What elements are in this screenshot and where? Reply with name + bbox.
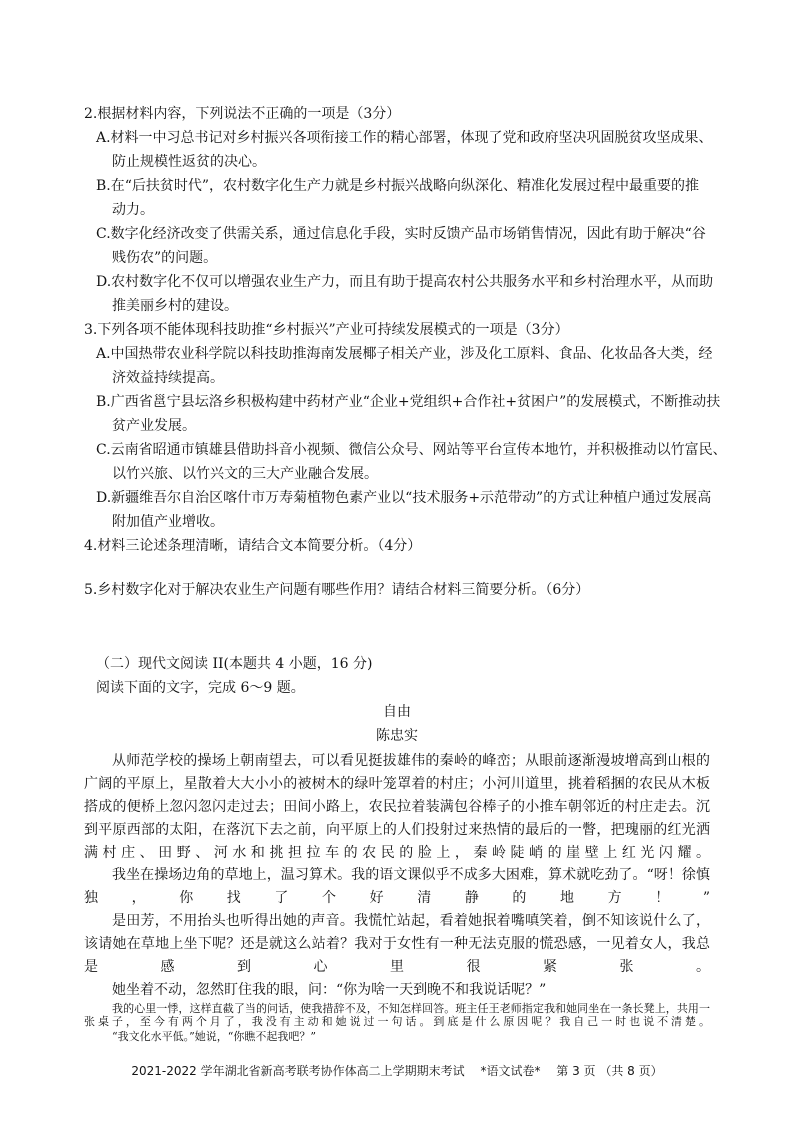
section-instruction: 阅读下面的文字，完成 6～9 题。: [96, 680, 305, 696]
question-3-stem: 3.下列各项不能体现科技助推“乡村振兴”产业可持续发展模式的一项是（3分）: [84, 322, 569, 338]
question-2-option-a: A.材料一中习总书记对乡村振兴各项衔接工作的精心部署，体现了党和政府坚决巩固脱贫攻坚成果、: [96, 130, 713, 146]
question-2-stem: 2.根据材料内容，下列说法不正确的一项是（3分）: [84, 106, 401, 122]
question-2-option-d-cont: 推美丽乡村的建设。: [112, 298, 238, 314]
question-2-option-b-cont: 动力。: [112, 202, 154, 218]
question-3-option-c-cont: 以竹兴旅、以竹兴文的三大产业融合发展。: [112, 466, 378, 482]
story-paragraph-6: “我文化水平低。”她说，“你瞧不起我吧？”: [112, 1030, 316, 1043]
footer-page-number: 第 3 页 （共 8 页）: [556, 1064, 663, 1078]
footer-exam-name: 2021-2022 学年湖北省新高考联考协作体高二上学期期末考试: [131, 1064, 465, 1078]
story-title: 自由: [383, 704, 411, 720]
story-author: 陈忠实: [376, 728, 418, 744]
question-2-option-a-cont: 防止规模性返贫的决心。: [112, 154, 266, 170]
question-2-option-b: B.在“后扶贫时代”，农村数字化生产力就是乡村振兴战略向纵深化、精准化发展过程中最重要的推: [96, 178, 700, 194]
question-3-option-a-cont: 济效益持续提高。: [112, 370, 224, 386]
question-2-option-c-cont: 贱伤农”的问题。: [112, 250, 218, 266]
story-paragraph-2: 我坐在操场边角的草地上，温习算术。我的语文课似乎不成多大困难，算术就吃劲了。“呀！徐慎独，你找了个好清静的地方！”: [84, 867, 710, 906]
question-4: 4.材料三论述条理清晰，请结合文本简要分析。（4分）: [84, 538, 422, 554]
question-3-option-b: B.广西省邕宁县坛洛乡积极构建中药材产业“企业+党组织+合作社+贫困户”的发展模式，不断推动扶: [96, 394, 721, 410]
question-3-option-a: A.中国热带农业科学院以科技助推海南发展椰子相关产业，涉及化工原料、食品、化妆品各大类，经: [96, 346, 713, 362]
question-2-option-c: C.数字化经济改变了供需关系，通过信息化手段，实时反馈产品市场销售情况，因此有助于解决“谷: [96, 226, 706, 242]
story-paragraph-3: 是田芳，不用抬头也听得出她的声音。我慌忙站起，看着她抿着嘴嗔笑着，倒不知该说什么了，该请她在草地上坐下呢？还是就这么站着？我对于女性有一种无法克服的慌恐感，一见着女人，我总是感到心里很紧张。: [84, 913, 710, 975]
story-paragraph-1: 从师范学校的操场上朝南望去，可以看见挺拔雄伟的秦岭的峰峦；从眼前逐渐漫坡增高到山根的广阔的平原上，星散着大大小小的被树木的绿叶笼罩着的村庄；小河川道里，挑着稻捆的农民从木板搭成的便桥上忽闪忽闪走过去；田间小路上，农民拉着装满包谷棒子的小推车朝邻近的村庄走去。沉到平原西部的太阳，在落沉下去之前，向平原上的人们投射过来热情的最后的一瞥，把瑰丽的红光洒满村庄、田野、河水和挑担拉车的农民的脸上，秦岭陡峭的崖壁上红光闪耀。: [84, 753, 710, 861]
story-paragraph-4: 她坐着不动，忽然盯住我的眼，问：“你为啥一天到晚不和我说话呢？”: [112, 982, 547, 998]
question-3-option-b-cont: 贫产业发展。: [112, 418, 196, 434]
question-3-option-c: C.云南省昭通市镇雄县借助抖音小视频、微信公众号、网站等平台宣传本地竹，并积极推动以竹富民、: [96, 442, 727, 458]
question-3-option-d-cont: 附加值产业增收。: [112, 514, 224, 530]
footer-subject: *语文试卷*: [480, 1064, 541, 1078]
page-footer: [0, 1062, 794, 1079]
story-paragraph-5: 我的心里一悸，这样直截了当的问话，使我措辞不及，不知怎样回答。班主任王老师指定我和她同坐在一条长凳上，共用一张桌子，至今有两个月了，我没有主动和她说过一句话。到底是什么原因呢？我自己一时也说不清楚。: [84, 1002, 710, 1028]
section-heading: （二）现代文阅读 II(本题共 4 小题，16 分): [96, 656, 373, 672]
question-3-option-d: D.新疆维吾尔自治区喀什市万寿菊植物色素产业以“技术服务+示范带动”的方式让种植户通过发展高: [96, 490, 712, 506]
question-2-option-d: D.农村数字化不仅可以增强农业生产力，而且有助于提高农村公共服务水平和乡村治理水平，从而助: [96, 274, 714, 290]
question-5: 5.乡村数字化对于解决农业生产问题有哪些作用？请结合材料三简要分析。（6分）: [84, 582, 590, 598]
